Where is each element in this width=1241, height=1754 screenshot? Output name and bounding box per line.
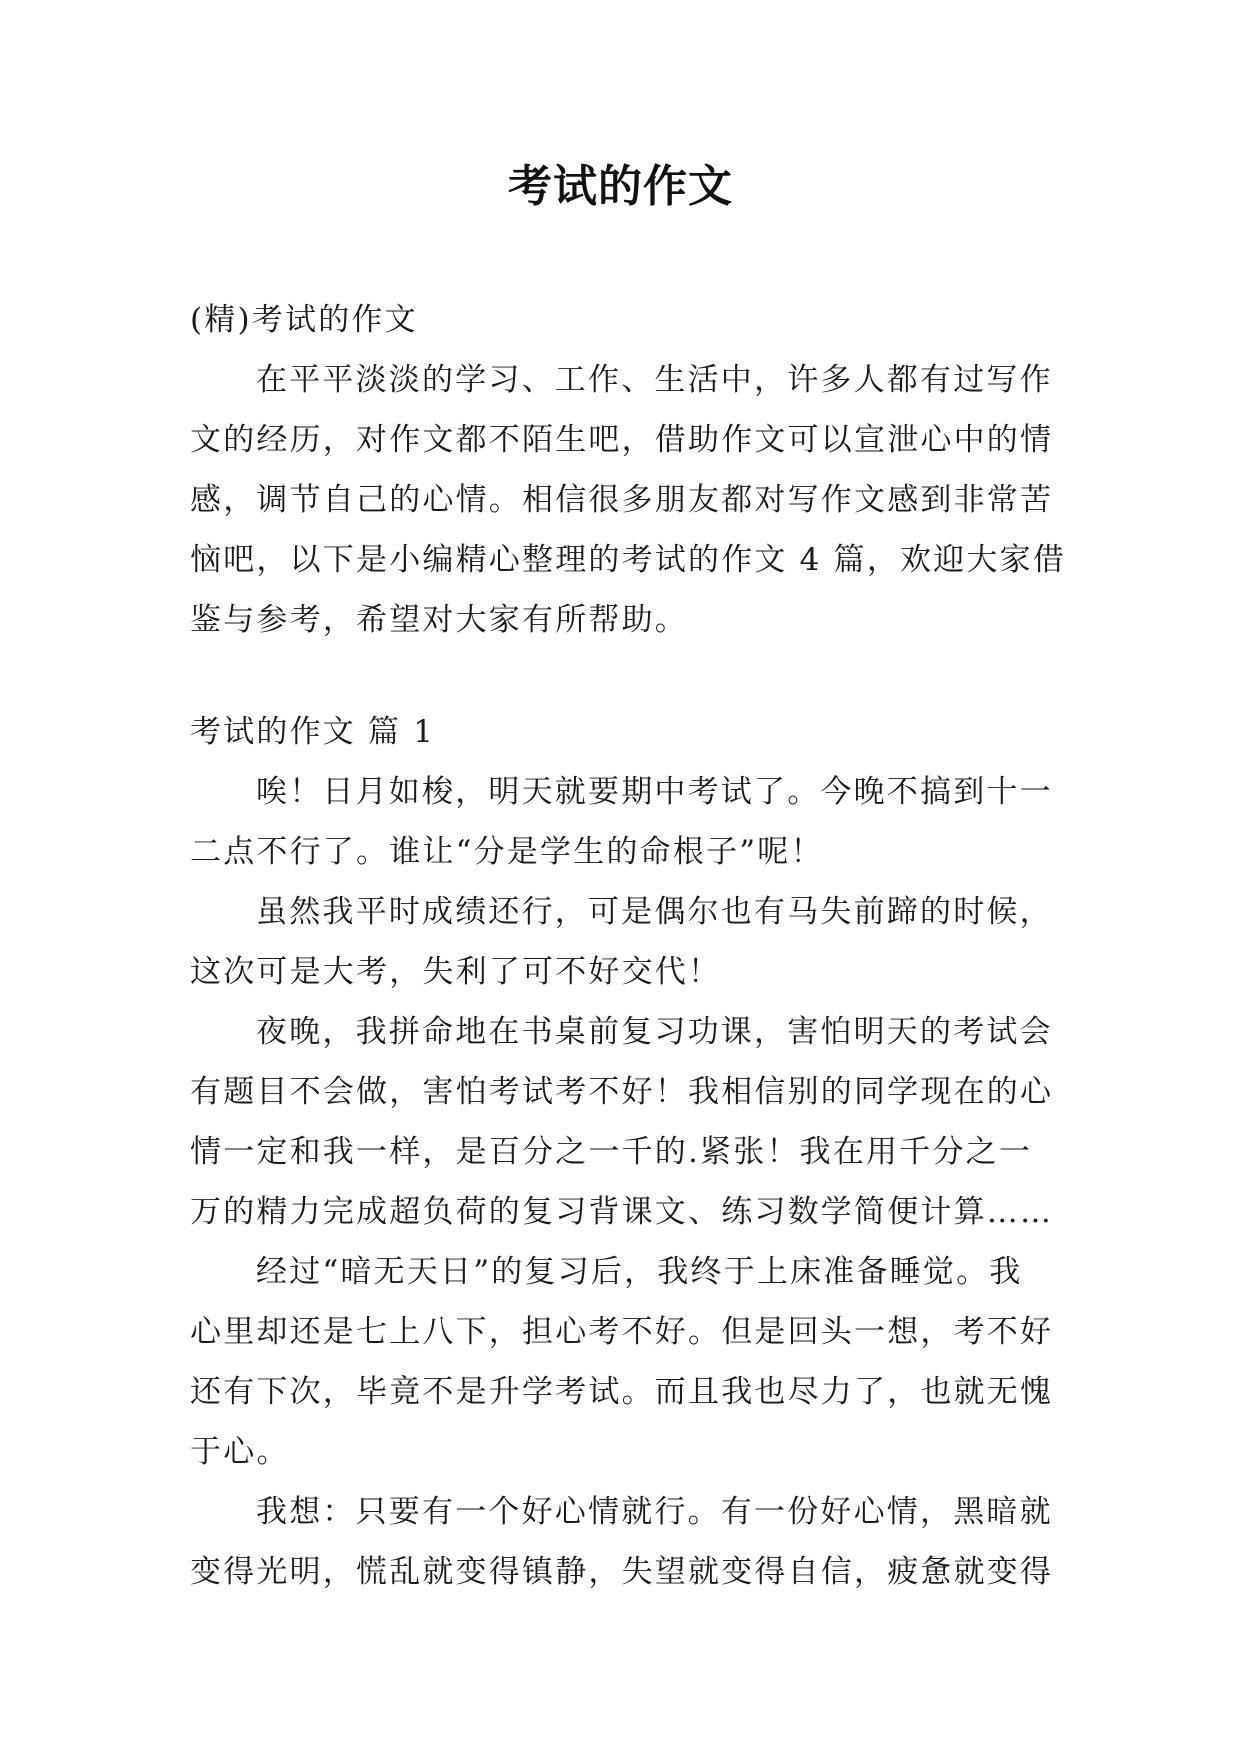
- paragraph-line: 二点不行了。谁让“分是学生的命根子”呢！: [190, 834, 824, 870]
- intro-line: 在平平淡淡的学习、工作、生活中，许多人都有过写作: [256, 362, 1053, 398]
- paragraph-line: 还有下次，毕竟不是升学考试。而且我也尽力了，也就无愧: [190, 1374, 1054, 1410]
- paragraph-line: 经过“暗无天日”的复习后，我终于上床准备睡觉。我: [256, 1254, 1023, 1290]
- paragraph-line: 万的精力完成超负荷的复习背课文、练习数学简便计算……: [190, 1194, 1054, 1230]
- paragraph: [190, 1482, 1056, 1602]
- intro-line: 恼吧，以下是小编精心整理的考试的作文 4 篇，欢迎大家借: [190, 542, 1067, 578]
- paragraph: [190, 1002, 1056, 1242]
- paragraph-line: 变得光明，慌乱就变得镇静，失望就变得自信，疲惫就变得: [190, 1554, 1054, 1590]
- paragraph-line: 有题目不会做，害怕考试考不好！我相信别的同学现在的心: [190, 1074, 1054, 1110]
- paragraph: [190, 762, 1056, 882]
- intro-line: 文的经历，对作文都不陌生吧，借助作文可以宣泄心中的情: [190, 422, 1054, 458]
- section-heading: 考试的作文 篇 1: [190, 714, 436, 750]
- paragraph-line: 唉！日月如梭，明天就要期中考试了。今晚不搞到十一: [256, 774, 1053, 810]
- paragraph-line: 虽然我平时成绩还行，可是偶尔也有马失前蹄的时候，: [256, 894, 1053, 930]
- paragraph-line: 于心。: [190, 1434, 290, 1470]
- document-body: [190, 290, 1067, 1602]
- intro-line: 感，调节自己的心情。相信很多朋友都对写作文感到非常苦: [190, 482, 1054, 518]
- paragraph-line: 心里却还是七上八下，担心考不好。但是回头一想，考不好: [190, 1314, 1054, 1350]
- paragraph: [190, 1242, 1056, 1482]
- document-title: 考试的作文: [508, 161, 733, 212]
- paragraph-line: 我想：只要有一个好心情就行。有一份好心情，黑暗就: [256, 1494, 1053, 1530]
- intro-line: 鉴与参考，希望对大家有所帮助。: [190, 602, 688, 638]
- paragraph-line: 这次可是大考，失利了可不好交代！: [190, 954, 722, 990]
- paragraph: [190, 882, 1056, 1002]
- section-spacer: [190, 650, 1056, 702]
- paragraph-line: 夜晚，我拼命地在书桌前复习功课，害怕明天的考试会: [256, 1014, 1053, 1050]
- paragraph-line: 情一定和我一样，是百分之一千的.紧张！我在用千分之一: [190, 1134, 1033, 1170]
- document-subtitle: (精)考试的作文: [190, 302, 418, 338]
